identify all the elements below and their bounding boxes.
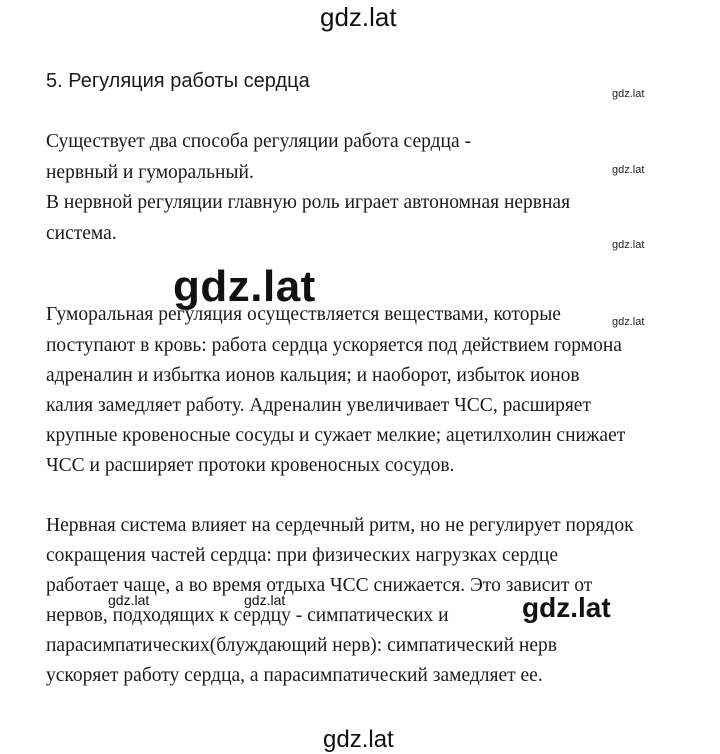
text-line: ускоряет работу сердца, а парасимпатический замедляет ее. [46,665,543,686]
text-line: нервный и гуморальный. [46,162,254,183]
text-line: ЧСС и расширяет протоки кровеносных сосудов. [46,455,455,476]
watermark-inline: gdz.lat [244,592,286,608]
text-line: Гуморальная регуляция осуществляется веществами, которые [46,304,561,325]
text-line: сокращения частей сердца: при физических нагрузках сердце [46,545,559,566]
text-line: крупные кровеносные сосуды и сужает мелкие; ацетилхолин снижает [46,425,626,446]
watermark-small: gdz.lat [612,88,645,100]
text-line: система. [46,223,117,244]
watermark-small: gdz.lat [612,239,645,251]
text-line: работает чаще, а во время отдыха ЧСС снижается. Это зависит от [46,575,593,596]
text-line: Нервная система влияет на сердечный ритм, но не регулирует порядок [46,515,634,536]
watermark-top: gdz.lat [320,2,397,32]
text-line: В нервной регуляции главную роль играет автономная нервная [46,192,571,213]
watermark-big-right: gdz.lat [522,592,611,623]
watermark-bottom: gdz.lat [323,726,394,753]
text-line: Существует два способа регуляции работа сердца - [46,131,471,152]
watermark-inline: gdz.lat [108,592,150,608]
document-title: 5. Регуляция работы сердца [46,70,310,92]
text-line: нервов, подходящих к сердцу - симпатических и [46,605,449,626]
watermark-big-center: gdz.lat [173,262,316,311]
watermark-small: gdz.lat [612,164,645,176]
text-line: поступают в кровь: работа сердца ускоряется под действием гормона [46,335,622,356]
text-line: адреналин и избытка ионов кальция; и наоборот, избыток ионов [46,365,580,386]
text-line: парасимпатических(блуждающий нерв): симпатический нерв [46,635,557,656]
text-line: калия замедляет работу. Адреналин увеличивает ЧСС, расширяет [46,395,591,416]
watermark-small: gdz.lat [612,316,645,328]
